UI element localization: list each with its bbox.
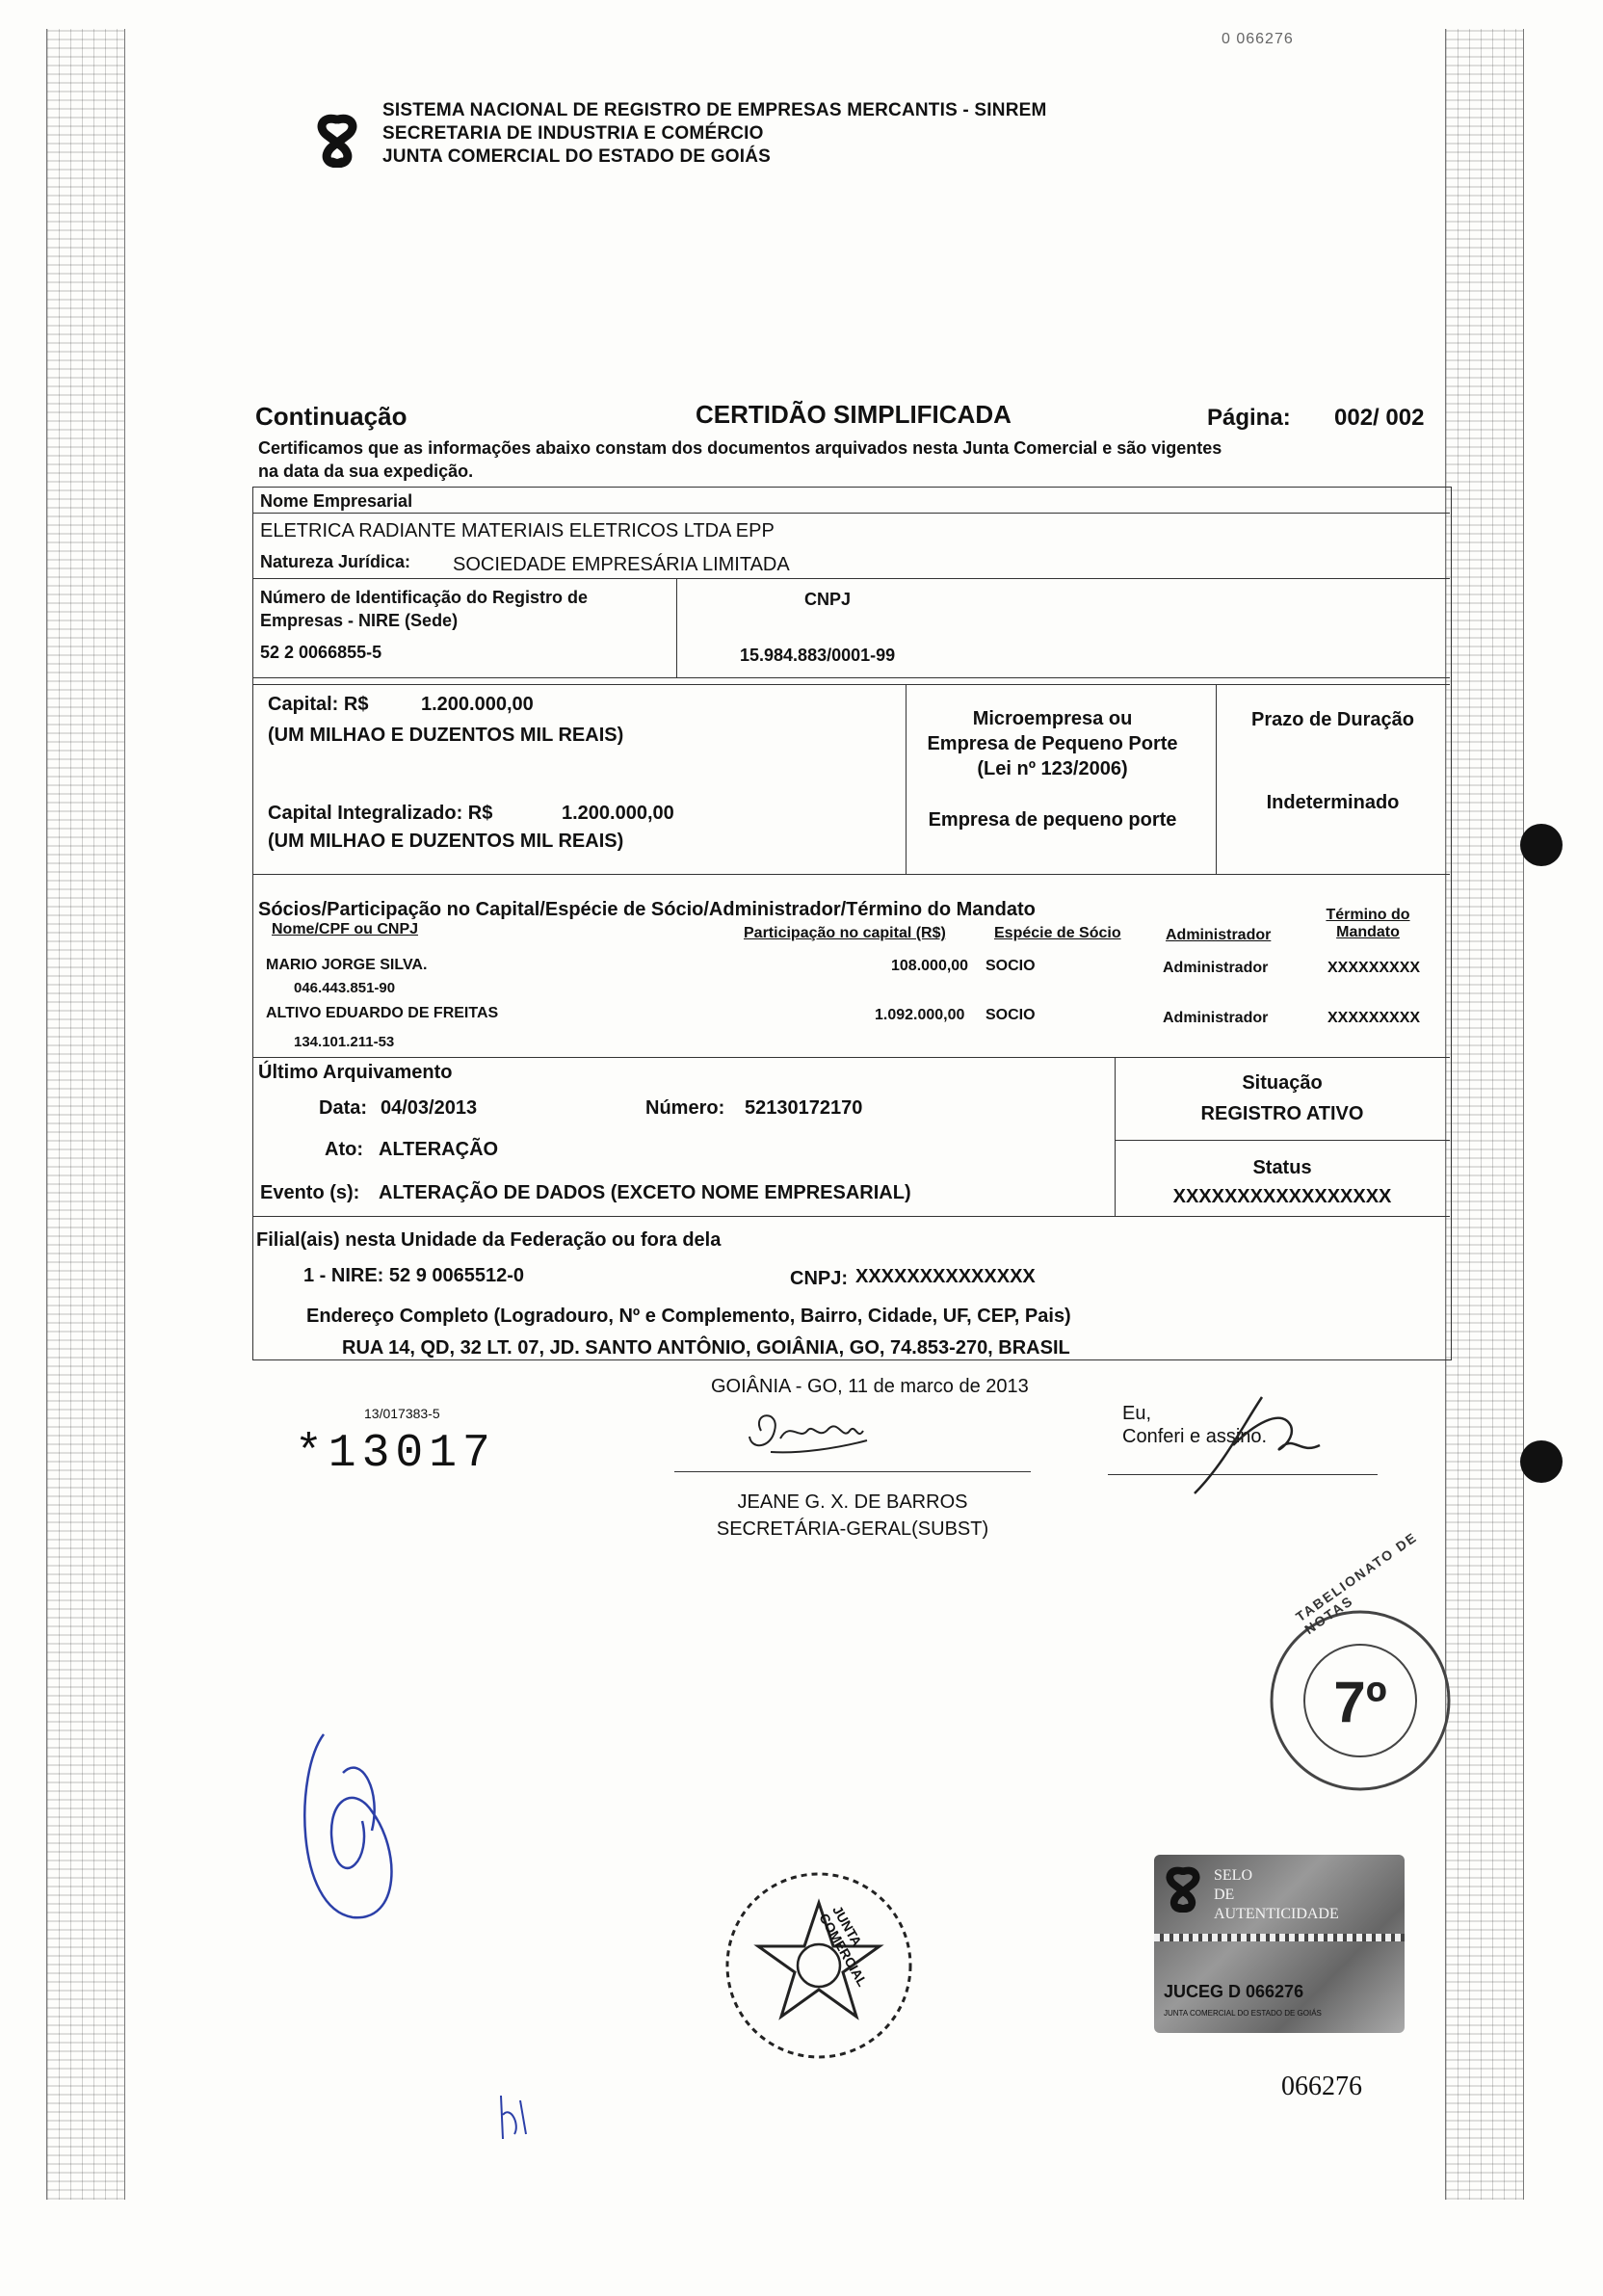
cnpj-label: CNPJ	[804, 590, 852, 609]
signer-role: SECRETÁRIA-GERAL(SUBST)	[716, 1518, 989, 1540]
prazo-label: Prazo de Duração	[1251, 709, 1414, 730]
filial-cnpj-label: CNPJ:	[790, 1268, 849, 1289]
seal-text: JUNTA COMERCIAL	[816, 1903, 871, 1990]
notary-signature	[1175, 1387, 1349, 1503]
nire-label-2: Empresas - NIRE (Sede)	[260, 611, 459, 630]
cnpj-value: 15.984.883/0001-99	[740, 646, 896, 665]
col-especie: Espécie de Sócio	[994, 925, 1121, 941]
socio-especie: SOCIO	[985, 958, 1036, 974]
evento-value: ALTERAÇÃO DE DADOS (EXCETO NOME EMPRESARIAL)	[379, 1182, 911, 1203]
capital-integralizado-extenso: (UM MILHAO E DUZENTOS MIL REAIS)	[268, 831, 624, 852]
conferi-text: Conferi e assino.	[1122, 1426, 1268, 1447]
nome-empresarial-value: ELETRICA RADIANTE MATERIAIS ELETRICOS LTDA EPP	[260, 520, 775, 541]
situacao-value: REGISTRO ATIVO	[1200, 1103, 1364, 1124]
ultimo-arquivamento-label: Último Arquivamento	[258, 1062, 453, 1083]
selo-logo-icon	[1162, 1866, 1204, 1913]
socio-nome: ALTIVO EDUARDO DE FREITAS	[266, 1005, 499, 1021]
evento-label: Evento (s):	[260, 1182, 360, 1203]
natureza-value: SOCIEDADE EMPRESÁRIA LIMITADA	[453, 554, 790, 575]
socio-termino: XXXXXXXXX	[1327, 1010, 1421, 1026]
capital-value: 1.200.000,00	[421, 694, 534, 715]
col-participacao: Participação no capital (R$)	[744, 925, 946, 941]
ato-label: Ato:	[325, 1139, 363, 1160]
socio-admin: Administrador	[1163, 1010, 1269, 1026]
intro-line-2: na data da sua expedição.	[258, 462, 474, 481]
nire-label-1: Número de Identificação do Registro de	[260, 588, 589, 607]
eu-text: Eu,	[1122, 1403, 1152, 1424]
data-value: 04/03/2013	[381, 1097, 478, 1119]
status-label: Status	[1252, 1157, 1312, 1178]
stamp-text: TABELIONATO DE NOTAS	[1293, 1528, 1421, 1638]
top-code: 0 066276	[1222, 31, 1294, 47]
col-nome: Nome/CPF ou CNPJ	[272, 921, 419, 937]
protocol-number: 13/017383-5	[364, 1406, 440, 1421]
pagina-value: 002/ 002	[1334, 405, 1425, 431]
me-label-2: Empresa de Pequeno Porte	[927, 733, 1178, 754]
col-administrador: Administrador	[1166, 927, 1272, 943]
endereco-label: Endereço Completo (Logradouro, Nº e Complemento, Bairro, Cidade, UF, CEP, Pais)	[306, 1306, 1071, 1327]
me-label-1: Microempresa ou	[972, 708, 1133, 729]
socio-nome: MARIO JORGE SILVA.	[266, 957, 428, 973]
status-value: XXXXXXXXXXXXXXXXX	[1172, 1186, 1392, 1207]
capital-integralizado-label: Capital Integralizado: R$	[268, 803, 493, 824]
barcode-text: *13017	[295, 1428, 496, 1480]
security-border-right	[1445, 29, 1524, 2200]
header-line-1: SISTEMA NACIONAL DE REGISTRO DE EMPRESAS MERCANTIS - SINREM	[382, 100, 1047, 120]
coat-of-arms-seal	[718, 1864, 920, 2067]
filial-item: 1 - NIRE: 52 9 0065512-0	[303, 1265, 525, 1286]
prazo-value: Indeterminado	[1266, 792, 1400, 813]
header-line-3: JUNTA COMERCIAL DO ESTADO DE GOIÁS	[382, 146, 772, 167]
socio-cpf: 134.101.211-53	[294, 1034, 395, 1050]
endereco-value: RUA 14, QD, 32 LT. 07, JD. SANTO ANTÔNIO, GOIÂNIA, GO, 74.853-270, BRASIL	[342, 1337, 1070, 1359]
socio-participacao: 108.000,00	[891, 958, 969, 974]
socio-cpf: 046.443.851-90	[294, 980, 396, 996]
capital-label: Capital: R$	[268, 694, 369, 715]
socio-termino: XXXXXXXXX	[1327, 960, 1421, 976]
authenticity-seal	[1154, 1855, 1405, 2033]
nome-empresarial-label: Nome Empresarial	[260, 491, 413, 511]
binder-hole-top	[1520, 824, 1563, 866]
document-title: CERTIDÃO SIMPLIFICADA	[696, 400, 1012, 429]
sinrem-logo-icon	[313, 114, 361, 168]
me-label-3: (Lei nº 123/2006)	[977, 758, 1128, 779]
col-termino-1: Término do	[1326, 907, 1410, 923]
socio-admin: Administrador	[1163, 960, 1269, 976]
place-date: GOIÂNIA - GO, 11 de marco de 2013	[711, 1376, 1029, 1397]
header-line-2: SECRETARIA DE INDUSTRIA E COMÉRCIO	[382, 123, 764, 144]
col-termino-2: Mandato	[1336, 924, 1400, 940]
numero-label: Número:	[645, 1097, 725, 1119]
signer-name: JEANE G. X. DE BARROS	[737, 1491, 968, 1513]
pagina-label: Página:	[1207, 405, 1291, 431]
selo-code: JUCEG D 066276	[1164, 1982, 1304, 2001]
socio-participacao: 1.092.000,00	[875, 1007, 965, 1023]
selo-line-2: DE	[1214, 1887, 1235, 1903]
page-number: 066276	[1281, 2072, 1362, 2101]
capital-extenso: (UM MILHAO E DUZENTOS MIL REAIS)	[268, 725, 624, 746]
capital-integralizado-value: 1.200.000,00	[562, 803, 674, 824]
bottom-initial-signature	[491, 2086, 539, 2144]
data-label: Data:	[319, 1097, 368, 1119]
me-value: Empresa de pequeno porte	[928, 809, 1177, 831]
socios-title: Sócios/Participação no Capital/Espécie de Sócio/Administrador/Término do Mandato	[258, 899, 1036, 920]
natureza-label: Natureza Jurídica:	[260, 552, 411, 571]
numero-value: 52130172170	[745, 1097, 863, 1119]
stamp-number: 7º	[1333, 1670, 1387, 1734]
ato-value: ALTERAÇÃO	[379, 1139, 499, 1160]
socio-especie: SOCIO	[985, 1007, 1036, 1023]
situacao-label: Situação	[1242, 1072, 1323, 1094]
security-border-left	[46, 29, 125, 2200]
selo-sub: JUNTA COMERCIAL DO ESTADO DE GOIÁS	[1164, 2009, 1322, 2018]
filial-cnpj-value: XXXXXXXXXXXXXX	[855, 1266, 1036, 1287]
filial-label: Filial(ais) nesta Unidade da Federação ou fora dela	[256, 1229, 722, 1251]
blue-initials-signature	[285, 1715, 410, 1946]
nire-value: 52 2 0066855-5	[260, 643, 382, 662]
binder-hole-bottom	[1520, 1440, 1563, 1483]
selo-line-1: SELO	[1214, 1867, 1252, 1884]
selo-line-3: AUTENTICIDADE	[1214, 1906, 1339, 1922]
continuacao-label: Continuação	[255, 402, 407, 431]
intro-line-1: Certificamos que as informações abaixo constam dos documentos arquivados nesta Junta Comercial e são vigentes	[258, 438, 1222, 458]
secretary-signature	[732, 1402, 886, 1469]
notary-stamp	[1264, 1528, 1457, 1797]
